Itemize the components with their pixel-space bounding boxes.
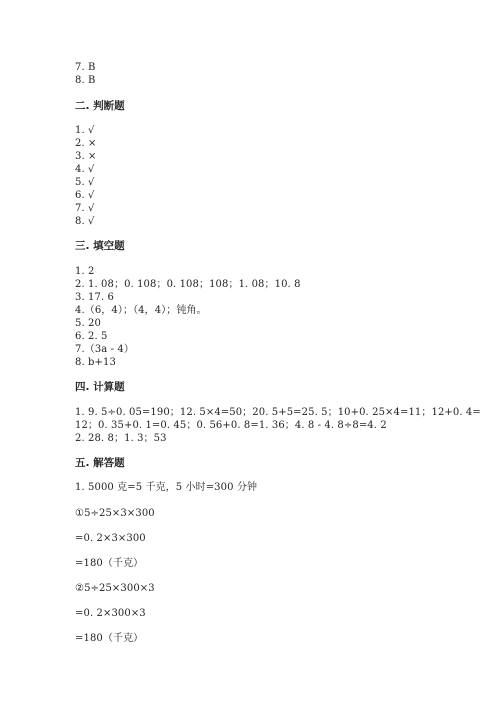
judgment-answer-2: 2. ×	[75, 138, 97, 149]
judgment-answer-6: 6. √	[75, 190, 95, 201]
judgment-answer-8: 8. √	[75, 216, 95, 227]
fill-answer-3: 3. 17. 6	[75, 292, 114, 303]
calc-answer-1-line-1: 1. 9. 5÷0. 05=190；12. 5×4=50；20. 5+5=25. 5；10+0. 25×4=11；12+0. 4=	[75, 407, 481, 418]
judgment-answer-5: 5. √	[75, 177, 95, 188]
section-title-problem-solving: 五. 解答题	[75, 457, 125, 469]
section-title-fill-blank: 三. 填空题	[75, 240, 125, 252]
solve-answer-line-3: =0. 2×3×300	[75, 533, 146, 544]
solve-answer-line-4: =180（千克）	[75, 558, 144, 569]
choice-answer-7: 7. B	[75, 62, 96, 73]
fill-answer-2: 2. 1. 08；0. 108；0. 108；108；1. 08；10. 8	[75, 279, 301, 290]
fill-answer-4: 4.（6，4）；（4，4）；钝角。	[75, 305, 207, 316]
solve-answer-line-2: ①5÷25×3×300	[75, 508, 155, 519]
solve-answer-line-6: =0. 2×300×3	[75, 608, 146, 619]
choice-answer-8: 8. B	[75, 75, 96, 86]
judgment-answer-1: 1. √	[75, 125, 95, 136]
fill-answer-8: 8. b+13	[75, 357, 116, 368]
calc-answer-2: 2. 28. 8；1. 3；53	[75, 433, 167, 444]
section-title-judgment: 二. 判断题	[75, 100, 125, 112]
solve-answer-line-7: =180（千克）	[75, 633, 144, 644]
judgment-answer-3: 3. ×	[75, 151, 97, 162]
section-title-calculation: 四. 计算题	[75, 381, 125, 393]
fill-answer-5: 5. 20	[75, 318, 101, 329]
judgment-answer-4: 4. √	[75, 164, 95, 175]
calc-answer-1-line-2: 12；0. 35+0. 1=0. 45；0. 56+0. 8=1. 36；4. 8 - 4. 8÷8=4. 2	[75, 420, 387, 431]
solve-answer-line-5: ②5÷25×300×3	[75, 583, 155, 594]
judgment-answer-7: 7. √	[75, 203, 95, 214]
fill-answer-6: 6. 2. 5	[75, 331, 108, 342]
solve-answer-line-1: 1. 5000 克=5 千克，5 小时=300 分钟	[75, 482, 258, 493]
fill-answer-7: 7.（3a - 4）	[75, 344, 134, 355]
fill-answer-1: 1. 2	[75, 266, 95, 277]
